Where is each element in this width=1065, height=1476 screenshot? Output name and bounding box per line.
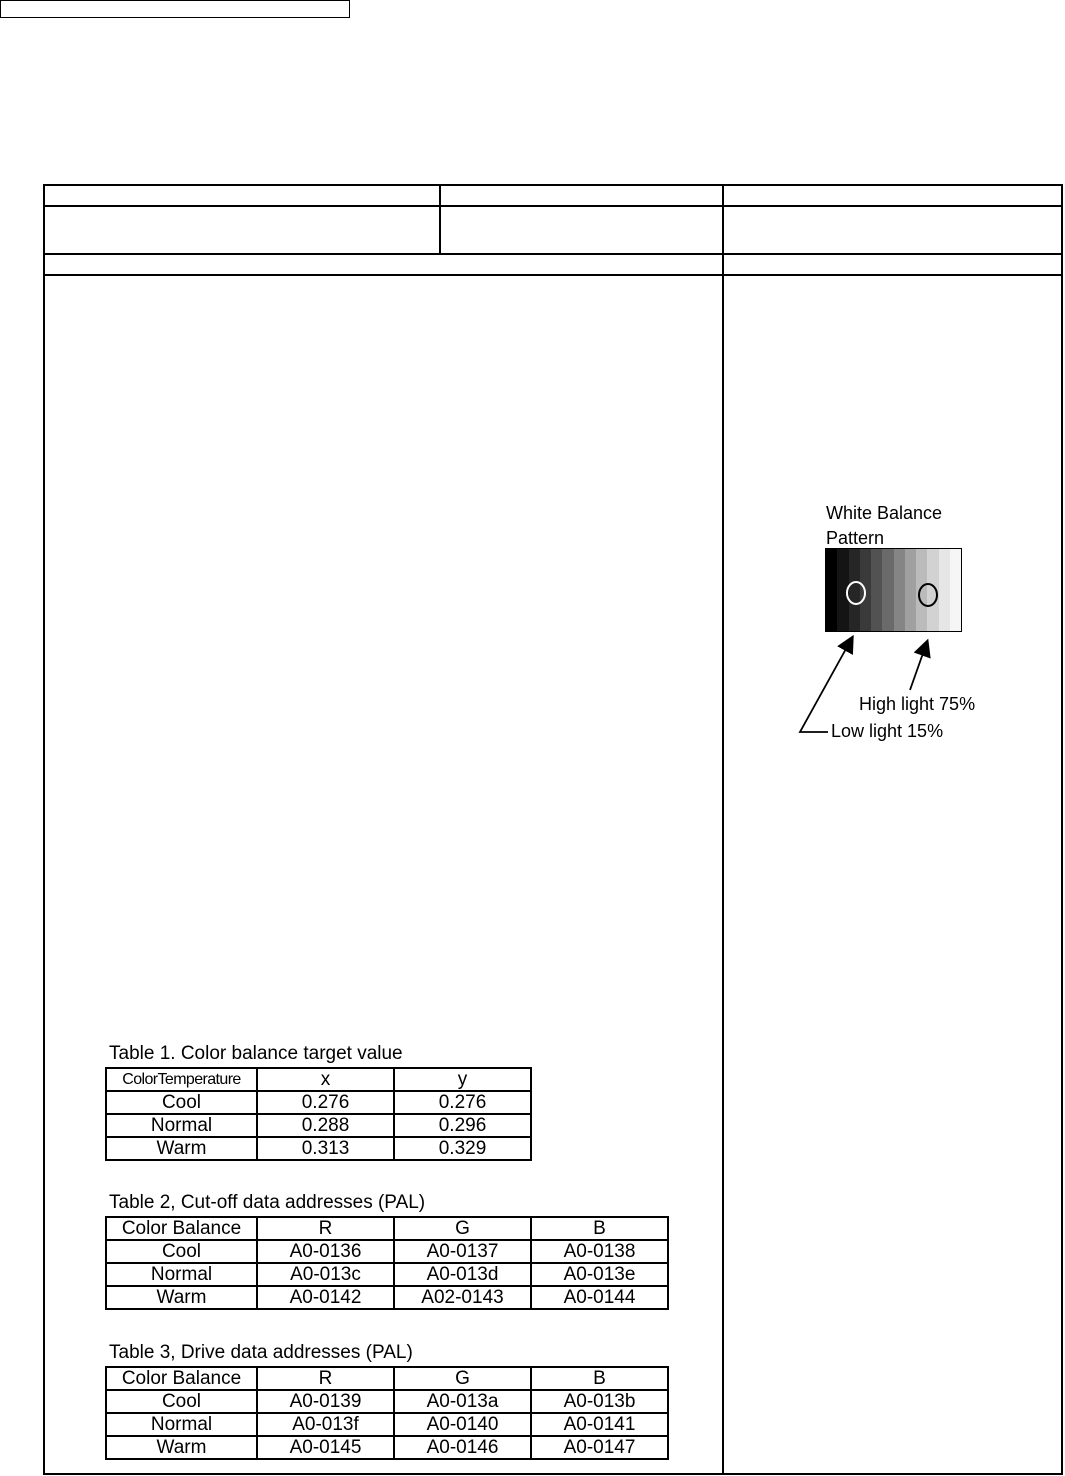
header-cell: B: [531, 1367, 668, 1390]
header-cell: x: [257, 1068, 394, 1091]
row-label: Warm: [106, 1137, 257, 1160]
header-cell: y: [394, 1068, 531, 1091]
white-balance-title: [826, 501, 942, 551]
table-row: [106, 1240, 668, 1263]
table-cell: A0-0144: [531, 1286, 668, 1309]
table-row: [106, 1436, 668, 1459]
table-cell: A0-013f: [257, 1413, 394, 1436]
header-cell: ColorTemperature: [106, 1068, 257, 1091]
header-box: [0, 0, 350, 18]
table2-caption: Table 2, Cut-off data addresses (PAL): [109, 1192, 426, 1213]
row-label: Warm: [106, 1286, 257, 1309]
table-cell: A0-0136: [257, 1240, 394, 1263]
high-light-arrow: [910, 642, 927, 690]
table-cell: A0-0147: [531, 1436, 668, 1459]
table-cell: 0.288: [257, 1114, 394, 1137]
table3-caption: Table 3, Drive data addresses (PAL): [109, 1342, 413, 1363]
low-light-label: Low light 15%: [831, 721, 944, 741]
row-divider: [43, 205, 1063, 207]
table-cell: 0.296: [394, 1114, 531, 1137]
header-cell: Color Balance: [106, 1367, 257, 1390]
row-label: Cool: [106, 1091, 257, 1114]
table-row: [106, 1413, 668, 1436]
header-cell: G: [394, 1367, 531, 1390]
row-label: Cool: [106, 1240, 257, 1263]
table-row: [106, 1091, 531, 1114]
table-cell: A0-0145: [257, 1436, 394, 1459]
table-row: [106, 1263, 668, 1286]
white-balance-title-line2: Pattern: [826, 528, 885, 548]
table-cell: A0-0138: [531, 1240, 668, 1263]
table-cell: A0-013d: [394, 1263, 531, 1286]
table-cell: A0-013c: [257, 1263, 394, 1286]
table-row: [106, 1286, 668, 1309]
table-cell: A0-013b: [531, 1390, 668, 1413]
table1-caption: Table 1. Color balance target value: [109, 1043, 403, 1064]
table-row: [106, 1390, 668, 1413]
table-row: [106, 1114, 531, 1137]
table-header-row: [106, 1367, 668, 1390]
header-cell: B: [531, 1217, 668, 1240]
row-divider: [43, 253, 1063, 255]
table-cell: A0-0146: [394, 1436, 531, 1459]
row-label: Cool: [106, 1390, 257, 1413]
low-light-point: [847, 582, 865, 604]
high-light-point: [919, 584, 937, 606]
cutoff-address-table: [105, 1216, 669, 1310]
table-cell: 0.313: [257, 1137, 394, 1160]
row-label: Warm: [106, 1436, 257, 1459]
table-cell: A02-0143: [394, 1286, 531, 1309]
row-label: Normal: [106, 1263, 257, 1286]
white-balance-title-line1: White Balance: [826, 503, 943, 523]
row-label: Normal: [106, 1413, 257, 1436]
header-cell: R: [257, 1367, 394, 1390]
table-cell: A0-0137: [394, 1240, 531, 1263]
table-cell: 0.276: [257, 1091, 394, 1114]
header-cell: G: [394, 1217, 531, 1240]
color-balance-target-table: [105, 1067, 532, 1161]
table-cell: A0-0139: [257, 1390, 394, 1413]
table-cell: A0-013a: [394, 1390, 531, 1413]
high-light-label: High light 75%: [859, 694, 976, 714]
table-row: [106, 1137, 531, 1160]
drive-address-table: [105, 1366, 669, 1460]
table-cell: 0.329: [394, 1137, 531, 1160]
column-divider: [439, 184, 441, 254]
low-light-arrow: [800, 638, 852, 732]
table-cell: A0-0141: [531, 1413, 668, 1436]
column-divider: [722, 184, 724, 1475]
table-cell: A0-0142: [257, 1286, 394, 1309]
table-cell: A0-013e: [531, 1263, 668, 1286]
row-label: Normal: [106, 1114, 257, 1137]
table-cell: A0-0140: [394, 1413, 531, 1436]
header-cell: R: [257, 1217, 394, 1240]
table-header-row: [106, 1068, 531, 1091]
header-cell: Color Balance: [106, 1217, 257, 1240]
row-divider: [43, 274, 1063, 276]
table-header-row: [106, 1217, 668, 1240]
table-cell: 0.276: [394, 1091, 531, 1114]
